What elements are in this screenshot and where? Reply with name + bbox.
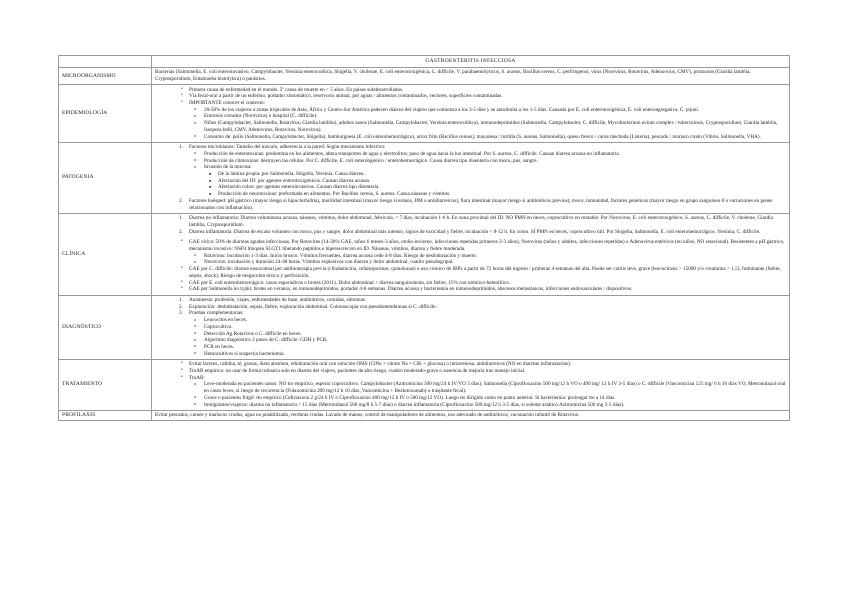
sublist-item: o Leucocitos en heces.: [189, 317, 786, 324]
header-corner-cell: [59, 56, 152, 68]
row-label-profilaxis: PROFILAXIS: [59, 410, 152, 421]
epidemiologia-sublist: [189, 107, 786, 141]
patogenia-content: [152, 142, 790, 213]
list-item-text: Exploración: deshidratación, sepsis, fiebre, exploración abdominal. Colonoscopia con pseudomembranas si C. difficile.: [189, 303, 437, 310]
row-profilaxis: [59, 410, 790, 421]
row-label-tratamiento: TRATAMIENTO: [59, 359, 152, 410]
row-patogenia: [59, 142, 790, 213]
list-item-text: GAE vírica: 50% de diarreas agudas infecciosas. Por Rotavirus (14-30% GAE, niños 6 meses-3 años, otoño-invierno, infecciones repetidas primeros 2-3 años), Norovirus (niños y adultos, infecciones repetidas) o Adenovirus entéricos (en niños, NO estacional). Resistentes a pH gástrico, mecanismo invasivo: NSP4 bloquea SLGT1 liberando péptidos e hipersecreción en ID. Náuseas, vómitos, diarrea y fiebre moderada.: [189, 239, 785, 253]
row-microorganismo: [59, 67, 790, 84]
epidemiologia-list: [155, 87, 786, 141]
list-item-text: Diarrea inflamatoria: Diarrea de escaso volumen con moco, pus y sangre, dolor abdominal más intenso, signos de toxicidad y fiebre, incubación < 8-12 h. En colon. SÍ PMN en heces, coprocultivo útil. Por Shigella, Salmonella, E. coli enterohemorrágico, Yersinia, C. difficile.: [189, 228, 761, 235]
list-item: • Vía fecal-oral a partir de un enfermo, portador sintomático, reservorio animal, por aguas / alimentos contaminados, vectores, superficies contaminadas.: [155, 93, 786, 100]
subsublist-item: ■ De la lámina propia: por Salmonella, Shigella, Yersinia. Causa diarrea.: [204, 171, 786, 178]
row-label-diagnostico: DIAGNÓSTICO: [59, 295, 152, 359]
patogenia-list: [155, 144, 786, 211]
sublist-item: o Inmigrantes/viajeros: diarrea no inflamatoria > 15 días (Metronidazol 500 mg/8 h 5-7 días) o diarrea inflamatoria (Ciprofloxacino 500 mg/12 h 3-5 días, si solente asiático Azitromicina 500 mg 3-5 días).: [189, 402, 786, 409]
list-item-text: Diarrea no inflamatoria: Diarrea voluminosa acuosa, náuseas, vómitos, dolor abdominal, febrícula, < 7 días, incubación 1-6 h. En zona proximal del ID. NO PMN en heces, coprocultivo no rentable. Por Norovirus, E. coli enterotoxigénico, S. aureus, C. difficile, V. cholerae, Giardia lamblia, Cryptosporidium.: [189, 215, 773, 228]
list-item: [155, 375, 786, 409]
row-label-epidemiologia: EPIDEMIOLOGÍA: [59, 85, 152, 143]
list-item: • TtoAB empírico: no usar de forma rutinaria solo en diarrea del viajero, pacientes de alto riesgo, cuadro moderado-grave o ausencia de mejoría tras manejo inicial.: [155, 368, 786, 375]
list-item: [155, 144, 786, 198]
row-tratamiento: [59, 359, 790, 410]
diagnostico-list: [155, 297, 786, 357]
row-clinica: [59, 213, 790, 295]
sublist-item: [189, 164, 786, 198]
header-row: [59, 56, 790, 68]
sublist-item: o Coprocultivo.: [189, 324, 786, 331]
sublist-item: o Leve-moderada en pacientes sanos: NO tto empírico, esperar coprocultivo. Campylobacter (Azitromicina 500 mg/24 h IV/VO 3 días), Salmonella (Ciprofloxacino 500 mg/12 h VO o 400 mg/ 12 h IV 3-5 días) o C. difficile (Vancomicina 125 mg/ 6 h 10 días VO, Metronidazol oral en casos leves, si riesgo de recurrencia (Fidaxomicina 200 mg/12 h 10 días, Vancomicina + Bezlotoxumab) o trasplante fecal).: [189, 381, 786, 394]
clinica-sublist: [189, 253, 786, 266]
clinica-numbered-list: [155, 215, 786, 235]
invasion-sublist: [204, 171, 786, 198]
diagnostico-content: [152, 295, 790, 359]
list-item-text: IMPORTANTE conocer el contexto:: [189, 100, 266, 107]
row-diagnostico: [59, 295, 790, 359]
sublist-item: o Detección Ag Rotavirus o C. difficile en heces.: [189, 331, 786, 338]
subsublist-item: ■ Producción de neurotoxinas: preformada en alimentos. Por Bacillus cereus, S. aureus. Causa náuseas y vómitos.: [204, 191, 786, 198]
sublist-item: o Producción de enterotoxinas: predomina en los alimentos, altera transportes de agua y electrolitos: paso de agua hacia la luz intestinal. Por S. aureus, C. difficile. Causan diarrea acuosa no inflamatoria.: [189, 151, 786, 158]
list-item: [155, 239, 786, 266]
row-label-clinica: CLÍNICA: [59, 213, 152, 295]
list-item: [155, 304, 786, 311]
tratamiento-sublist: [189, 381, 786, 408]
list-item: • Primera causa de enfermedad en el mundo. 5ª causa de muerte en < 5 años. En países subdesarrollados.: [155, 87, 786, 94]
tratamiento-list: [155, 361, 786, 408]
sublist-item: o PCR en heces.: [189, 344, 786, 351]
sublist-item: o Consumo de: pollo (Salmonella, Campylobacter, Shigella), hamburguesa (E. coli enterohemorrágico), arroz frito (Bacillus cereus), mayonesa / tortilla (S. aureus, Salmonella), queso fresco / carne mechada (Listeria), pescado / marisco crudo (Vibrio, Salmonella, VHA).: [189, 134, 786, 141]
list-item: • GAE por C. difficile: diarrea nosocomial por antibioterapia previa (clindamicina, cefalosporinas, quinolonas) o uso crónico de IBPs a partir de 72 horas del ingreso / primeras 4 semanas del alta. Puede ser colitis leve, grave (leucocitosis > 15000 y/o creatinina > 1,5), fulminante (fiebre, sepsis, shock). Riesgo de megacolon tóxico y perforación.: [155, 266, 786, 279]
list-item: [155, 297, 786, 304]
row-label-microorganismo: MICROORGANISMO: [59, 67, 152, 84]
list-item: [155, 198, 786, 211]
list-item-text: Factores huésped: pH gástrico (mayor riesgo si hipoclorhidria), motilidad intestinal (mayor riesgo si estasis, DM o antidiarreicos), flora intestinal (mayor riesgo si antibióticos previos), moco, inmunidad, factores genéticos (mayor riesgo en grupo sanguíneo 0 o variaciones en genes relacionados con inflamación).: [189, 197, 773, 211]
list-item: • GAE por Salmonella no typhi: brotes en veranos, en inmunodeprimidos, portador 4-6 semanas. Diarrea acuosa y bacteriemia en inmunodeprimidos, abscesos metastásicos, infecciones endovasculares / dispositivos.: [155, 286, 786, 293]
list-item: [155, 215, 786, 228]
epidemiologia-content: [152, 85, 790, 143]
list-item: [155, 310, 786, 357]
list-item-text: Pruebas complementarias:: [189, 310, 244, 317]
sublist-item: o Rotavirus: incubación 1-3 días. Inicio brusco. Vómitos frecuentes, diarrea acuosa cede 4-8 días. Riesgo de deshidratación y muerte.: [189, 253, 786, 260]
sublist-item: o Grave o pacientes frágil: tto empírico (Ceftriaxona 2 g/24 h IV o Ciprofloxacino 400 mg/12 h IV o 500 mg/12 VO). Luego tto dirigido como en punto anterior. Si bacteriemia: prolongar tto a 14 días.: [189, 395, 786, 402]
list-item: [155, 100, 786, 140]
profilaxis-text: Evitar pescados, carnes y mariscos crudos, agua no potabilizada, verduras crudas. Lavado de manos, control de manipuladores de alimentos, uso adecuado de antibióticos, vacunación infantil de Rotavirus.: [152, 410, 790, 421]
sublist-item: o Entornos cerrados (Norovirus) u hospital (C. difficile).: [189, 113, 786, 120]
table-title: GASTROENTERITIS INFECCIOSA: [152, 56, 790, 68]
diagnostico-sublist: [189, 317, 786, 357]
clinica-bullet-list: [155, 239, 786, 293]
list-item-text: TtoAB:: [189, 374, 205, 381]
sublist-item-text: Invasión de la mucosa:: [204, 164, 252, 171]
patogenia-sublist: [189, 151, 786, 198]
list-item: [155, 229, 786, 236]
subsublist-item: ■ Afectación del ID: por agentes enterotoxigénicos. Causan diarrea acuosa.: [204, 178, 786, 185]
list-item-text: Anamnesis: profesión, viajes, enfermedades de base, antibióticos, comidas, síntomas.: [189, 297, 367, 303]
list-item: • GAE por E. coli enterohemorrágico: casos esporádicos o brotes (2011). Dolor abdominal + diarrea sanguinolenta, sin fiebre, 15% con urémico-hemolítico.: [155, 280, 786, 287]
row-epidemiologia: [59, 85, 790, 143]
sublist-item: o 20-50% de los viajeros a zonas tropicales de Asia, África y Centro-Sur América padecen diarrea del viajero que comienza a los 3-5 días y se autolimita a los 1-5 días. Causada por E. coli enterotoxigénica, E. coli enteroagregativa, C. jejuni.: [189, 107, 786, 114]
sublist-item: o Norovirus: incubación y duración 24-48 horas. Vómitos explosivos con diarrea y dolor abdominal, cuadro pseudogripal.: [189, 259, 786, 266]
list-item: • Evitar lácteos, cafeína, té, grasas, dieta absoluta, rehidratación oral con solución OMS (ClNa + citrato Na + ClK + glucosa) o intravenosa, antidiarreicos (NO en diarreas inflamatorias).: [155, 361, 786, 368]
list-item-text: Factores microbianos: Tamaño del inóculo, adherencia a la pared. Según mecanismo infectivo:: [189, 144, 386, 151]
sublist-item: o Hemocultivos si sospecha bacteriemia.: [189, 351, 786, 358]
row-label-patogenia: PATOGENIA: [59, 142, 152, 213]
sublist-item: o Producción de citotoxinas: destruyen las células. Por C. difficile, E. coli enterohgénico / enterohemorrágico. Causa diarrea tipo disentería con moco, pus, sangre.: [189, 158, 786, 165]
tratamiento-content: [152, 359, 790, 410]
sublist-item: o Niños (Campylobacter, Salmonella, Rotavirus, Giardia lamblia), adultos sanos (Salmonella, Campylobacter, Yersinia enterocolítica), inmunodeprimidos (Salmonella, Campylobacter, C. difficile, Mycobacterium avium complex / tuberculosis, Cryptosporidium, Giardia lamblia, Isospora belli, CMV, Adenovirus, Rotavirus, Norovirus).: [189, 120, 786, 133]
subsublist-item: ■ Afectación colon: por agentes enteroinvasivos. Causan diarrea tipo disentería.: [204, 184, 786, 191]
gastroenteritis-table: [58, 55, 790, 421]
sublist-item: o Algoritmo diagnóstico 2 pasos de C. difficile: GDH y PCR.: [189, 337, 786, 344]
microorganismo-text: Bacterias (Salmonella, E. coli enteroinvasivo, Campylobacter, Yersinia enterocolítica, Shigella, V. cholerae, E. coli enterotoxigénica, C. difficile, V. parahaemolyticus, S. aureus, Bacillus cereus, C. perfringens), virus (Norovirus, Rotavirus, Adenovirus, CMV), protozoos (Giardia lamblia, Cryptosporidium, Entamoeba histolytica) o parásitos.: [152, 67, 790, 84]
clinica-content: [152, 213, 790, 295]
